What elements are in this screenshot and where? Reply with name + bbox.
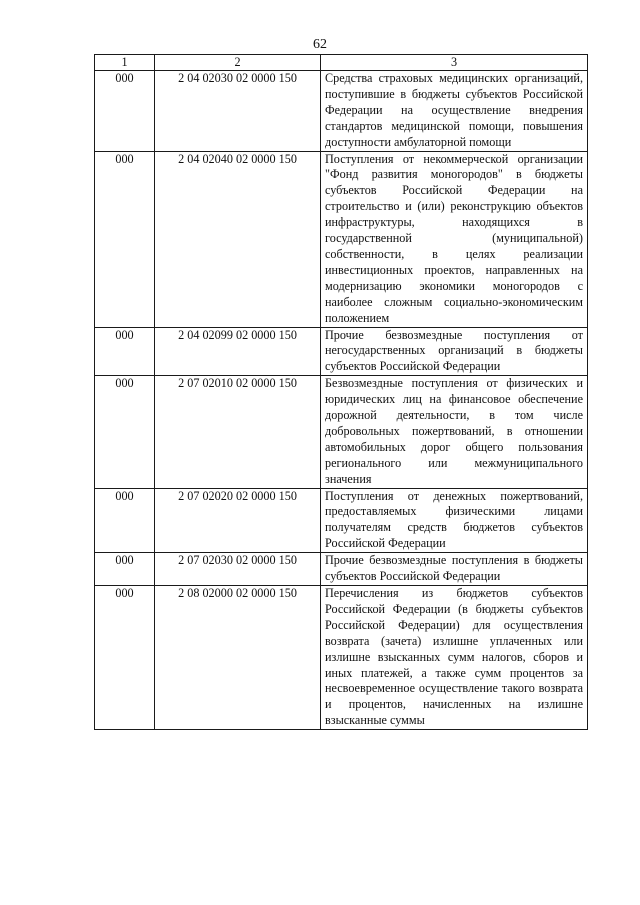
admin-code-cell: 000 [95, 376, 155, 488]
table-header-row [95, 55, 588, 71]
table-row [95, 376, 588, 488]
income-name-cell: Поступления от некоммерческой организации "Фонд развития моногородов" в бюджеты субъектов Российской Федерации на строительство и (или) реконструкцию объектов инфраструктуры, находящихся в государственной (муниципальной) собственности, в целях реализации инвестиционных проектов, направленных на модернизацию экономики моногородов с наиболее сложным социально-экономическим положением [321, 151, 588, 327]
admin-code-cell: 000 [95, 327, 155, 376]
income-name-cell: Прочие безвозмездные поступления от негосударственных организаций в бюджеты субъектов Российской Федерации [321, 327, 588, 376]
table-row [95, 151, 588, 327]
budget-code-cell: 2 04 02099 02 0000 150 [155, 327, 321, 376]
admin-code-cell: 000 [95, 586, 155, 730]
budget-code-cell: 2 07 02020 02 0000 150 [155, 488, 321, 553]
income-name-cell: Средства страховых медицинских организаций, поступившие в бюджеты субъектов Российской Федерации на осуществление внедрения стандартов медицинской помощи, повышения доступности амбулаторной помощи [321, 71, 588, 152]
table-row [95, 553, 588, 586]
income-name-cell: Перечисления из бюджетов субъектов Российской Федерации (в бюджеты субъектов Российской Федерации) для осуществления возврата (зачета) излишне уплаченных или излишне взысканных сумм налогов, сборов и иных платежей, а также сумм процентов за несвоевременное осуществление такого возврата и процентов, начисленных на излишне взысканные суммы [321, 586, 588, 730]
budget-code-cell: 2 07 02030 02 0000 150 [155, 553, 321, 586]
income-name-cell: Безвозмездные поступления от физических и юридических лиц на финансовое обеспечение дорожной деятельности, в том числе добровольных пожертвований, в отношении автомобильных дорог общего пользования регионального или межмуниципального значения [321, 376, 588, 488]
column-header-3: 3 [321, 55, 588, 71]
column-header-2: 2 [155, 55, 321, 71]
admin-code-cell: 000 [95, 553, 155, 586]
budget-code-cell: 2 04 02030 02 0000 150 [155, 71, 321, 152]
table-row [95, 488, 588, 553]
column-header-1: 1 [95, 55, 155, 71]
budget-code-cell: 2 08 02000 02 0000 150 [155, 586, 321, 730]
budget-code-cell: 2 07 02010 02 0000 150 [155, 376, 321, 488]
budget-code-cell: 2 04 02040 02 0000 150 [155, 151, 321, 327]
admin-code-cell: 000 [95, 151, 155, 327]
table-row [95, 327, 588, 376]
page-number: 62 [313, 37, 327, 52]
table-row [95, 71, 588, 152]
income-name-cell: Прочие безвозмездные поступления в бюджеты субъектов Российской Федерации [321, 553, 588, 586]
table-row [95, 586, 588, 730]
budget-classification-table [94, 54, 588, 730]
income-name-cell: Поступления от денежных пожертвований, предоставляемых физическими лицами получателям средств бюджетов субъектов Российской Федерации [321, 488, 588, 553]
admin-code-cell: 000 [95, 71, 155, 152]
admin-code-cell: 000 [95, 488, 155, 553]
